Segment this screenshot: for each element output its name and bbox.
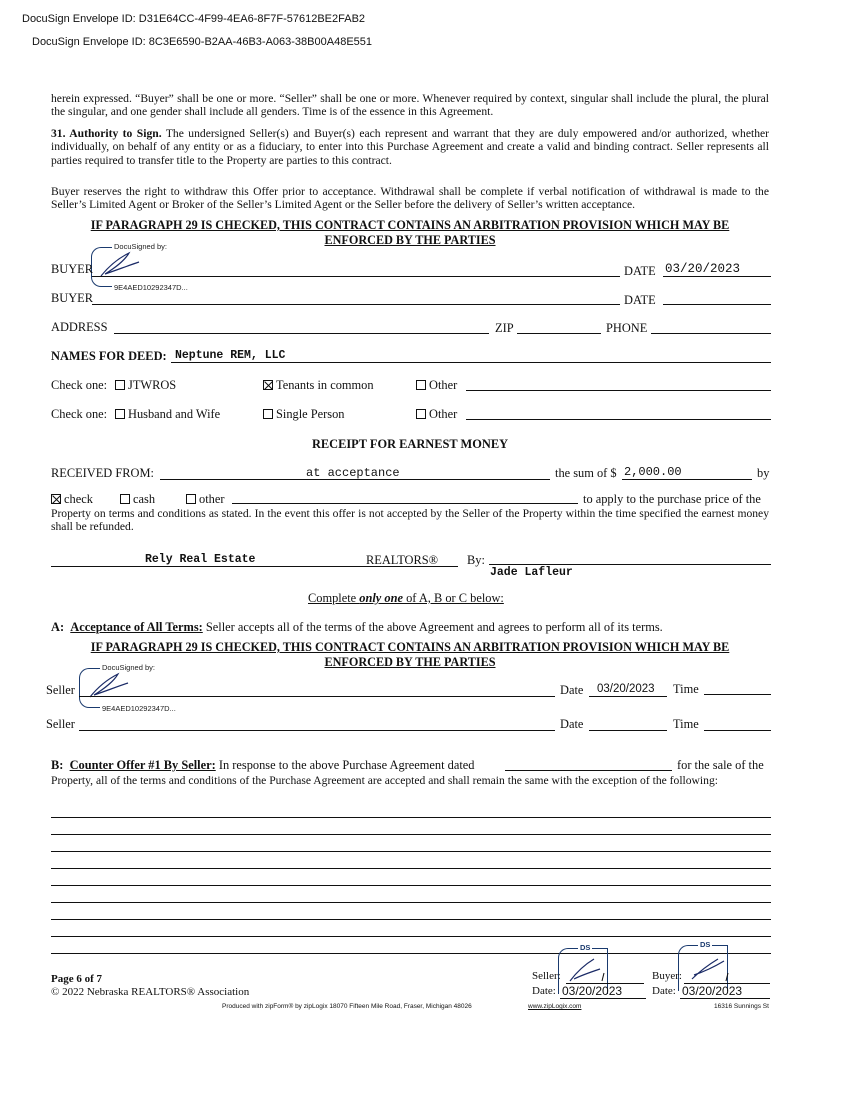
option-jtwros[interactable]: JTWROS (115, 378, 176, 393)
deed-label: NAMES FOR DEED: (51, 349, 167, 363)
refund-paragraph: Property on terms and conditions as stated. In the event this offer is not accepted by the Seller of the Property within the time specified the earnest money shall be refunded. (51, 507, 769, 534)
form-reference: 16316 Sunnings St (714, 1003, 769, 1010)
docusign-signed-by-seller: DocuSigned by: (102, 663, 155, 672)
seller-2-signature-line[interactable] (79, 730, 555, 731)
address-label: ADDRESS (51, 320, 108, 334)
phone-label: PHONE (606, 321, 648, 335)
seller-2-time-line[interactable] (704, 730, 771, 731)
seller-2-date-line[interactable] (589, 730, 667, 731)
option-b-text-b: for the sale of the (677, 758, 764, 772)
ds-label-buyer: DS (700, 940, 711, 949)
counter-offer-line-4[interactable] (51, 868, 771, 869)
seller-1-time-label: Time (673, 682, 699, 696)
footer-seller-date: 03/20/2023 (562, 984, 623, 998)
footer-seller-initials (566, 955, 606, 985)
buyer-2-signature-line[interactable] (92, 304, 620, 305)
counter-offer-line-7[interactable] (51, 919, 771, 920)
check-one-1-label: Check one: (51, 378, 108, 392)
section-31-text: The undersigned Seller(s) and Buyer(s) each represent and warrant that they are duly empowered and/or authorized, whether individually, on behalf of any entity or as a fiduciary, to enter into this Purchase Agreement and create a valid and binding contract. Seller represents all parties required to transfer title to the Property are parties to this contract. (51, 127, 770, 167)
ziplogix-link[interactable]: www.zipLogix.com (528, 1003, 582, 1010)
zip-label: ZIP (495, 321, 514, 335)
agent-name: Jade Lafleur (490, 566, 573, 579)
option-single-person[interactable]: Single Person (263, 407, 345, 422)
produced-with: Produced with zipForm® by zipLogix 18070 Fifteen Mile Road, Fraser, Michigan 48026 (222, 1003, 472, 1010)
option-a: A: Acceptance of All Terms: Seller accepts all of the terms of the above Agreement and agrees to perform all of its terms. (51, 620, 663, 634)
checkbox-other-1[interactable] (416, 380, 426, 390)
footer-seller-date-line (560, 998, 646, 999)
zip-line[interactable] (517, 333, 601, 334)
option-a-heading: Acceptance of All Terms: (70, 620, 203, 634)
option-b-heading: Counter Offer #1 By Seller: (69, 758, 216, 772)
checkbox-cash[interactable] (120, 494, 130, 504)
checkbox-jtwros[interactable] (115, 380, 125, 390)
arbitration-notice-line1: IF PARAGRAPH 29 IS CHECKED, THIS CONTRACT CONTAINS AN ARBITRATION PROVISION WHICH MAY BE (90, 218, 730, 232)
checkbox-payment-other[interactable] (186, 494, 196, 504)
buyer-1-label: BUYER (51, 262, 93, 276)
counter-offer-line-2[interactable] (51, 834, 771, 835)
receipt-title: RECEIPT FOR EARNEST MONEY (311, 437, 509, 451)
counter-offer-line-3[interactable] (51, 851, 771, 852)
buyer-1-date-label: DATE (624, 264, 656, 278)
footer-seller-label: Seller: (532, 970, 561, 982)
counter-offer-line-1[interactable] (51, 817, 771, 818)
checkbox-tenants-in-common[interactable] (263, 380, 273, 390)
received-from-label: RECEIVED FROM: (51, 466, 154, 480)
option-b: B: Counter Offer #1 By Seller: In response to the above Purchase Agreement dated (51, 758, 475, 772)
footer-buyer-date: 03/20/2023 (682, 984, 743, 998)
seller-1-date-value: 03/20/2023 (597, 683, 655, 695)
counter-offer-line-9[interactable] (51, 953, 771, 954)
seller-1-date-line (589, 696, 667, 697)
buyer-1-signature-line[interactable] (92, 276, 620, 277)
buyer-1-date-line (663, 276, 771, 277)
option-a-text: Seller accepts all of the terms of the above Agreement and agrees to perform all of its terms. (202, 620, 663, 634)
payment-check[interactable]: check (51, 492, 93, 507)
phone-line[interactable] (651, 333, 771, 334)
footer-buyer-label: Buyer: (652, 970, 682, 982)
seller-1-label: Seller (46, 683, 75, 697)
arbitration-notice-line2: ENFORCED BY THE PARTIES (324, 233, 496, 247)
intro-paragraph: herein expressed. “Buyer” shall be one or more. “Seller” shall be one or more. Whenever required by context, singular shall include the plural, the plural the singular, and one gender shall include all genders. Time is of the essence in this Agreement. (51, 92, 769, 119)
page-number: Page 6 of 7 (51, 973, 103, 985)
by-sign-label: By: (467, 553, 485, 567)
buyer-2-label: BUYER (51, 291, 93, 305)
deed-line[interactable] (171, 362, 771, 363)
realtors-label: REALTORS® (366, 553, 439, 567)
sum-label: the sum of $ (555, 466, 617, 480)
checkbox-check[interactable] (51, 494, 61, 504)
other-2-line[interactable] (466, 419, 771, 420)
envelope-id-1: DocuSign Envelope ID: D31E64CC-4F99-4EA6-8F7F-57612BE2FAB2 (22, 13, 366, 25)
footer-buyer-initials (688, 953, 732, 983)
docusign-id-buyer: 9E4AED10292347D... (114, 283, 188, 292)
seller-2-time-label: Time (673, 717, 699, 731)
footer-buyer-date-line (680, 998, 770, 999)
docusign-signed-by-buyer: DocuSigned by: (114, 242, 167, 251)
option-other-1[interactable]: Other (416, 378, 457, 393)
arbitration-notice-2-line1: IF PARAGRAPH 29 IS CHECKED, THIS CONTRACT CONTAINS AN ARBITRATION PROVISION WHICH MAY BE (90, 640, 730, 654)
withdraw-paragraph: Buyer reserves the right to withdraw this Offer prior to acceptance. Withdrawal shall be complete if verbal notification of withdrawal is made to the Seller’s Limited Agent or Broker of the Seller’s Limited Agent or the Seller before the delivery of Seller’s written acceptance. (51, 185, 769, 212)
seller-1-date-label: Date (560, 683, 584, 697)
option-b-text-a: In response to the above Purchase Agreement dated (215, 758, 475, 772)
counter-offer-line-5[interactable] (51, 885, 771, 886)
section-31-heading: 31. Authority to Sign. (51, 127, 162, 140)
footer-seller-date-label: Date: (532, 985, 556, 997)
seller-2-date-label: Date (560, 717, 584, 731)
seller-2-label: Seller (46, 717, 75, 731)
buyer-1-date-value: 03/20/2023 (665, 262, 741, 276)
option-husband-and-wife[interactable]: Husband and Wife (115, 407, 220, 422)
brokerage-name: Rely Real Estate (145, 553, 256, 566)
payment-other-line[interactable] (232, 503, 578, 504)
agent-signature-line[interactable] (489, 564, 771, 565)
checkbox-other-2[interactable] (416, 409, 426, 419)
envelope-id-2: DocuSign Envelope ID: 8C3E6590-B2AA-46B3-A063-38B00A48E551 (32, 36, 373, 48)
received-from-value: at acceptance (306, 466, 400, 480)
copyright: © 2022 Nebraska REALTORS® Association (51, 986, 250, 998)
arbitration-notice-2-line2: ENFORCED BY THE PARTIES (324, 655, 496, 669)
address-line[interactable] (114, 333, 489, 334)
payment-cash[interactable]: cash (120, 492, 155, 507)
deed-value: Neptune REM, LLC (175, 349, 286, 362)
sum-line[interactable] (622, 479, 752, 480)
footer-buyer-date-label: Date: (652, 985, 676, 997)
payment-other[interactable]: other (186, 492, 224, 507)
counter-offer-line-6[interactable] (51, 902, 771, 903)
option-other-2[interactable]: Other (416, 407, 457, 422)
seller-1-signature-line[interactable] (79, 696, 555, 697)
docusign-id-seller: 9E4AED10292347D... (102, 704, 176, 713)
section-31-paragraph (51, 127, 769, 167)
check-one-2-label: Check one: (51, 407, 108, 421)
counter-offer-line-8[interactable] (51, 936, 771, 937)
apply-text: to apply to the purchase price of the (583, 492, 761, 506)
buyer-2-date-label: DATE (624, 293, 656, 307)
by-label: by (757, 466, 770, 480)
counter-offer-date-line[interactable] (505, 770, 672, 771)
checkbox-husband-and-wife[interactable] (115, 409, 125, 419)
complete-one-of: Complete only one of A, B or C below: (308, 591, 504, 605)
option-b-text-c: Property, all of the terms and conditions of the Purchase Agreement are accepted and shall remain the same with the exception of the following: (51, 774, 718, 787)
seller-1-time-line[interactable] (704, 694, 771, 695)
checkbox-single-person[interactable] (263, 409, 273, 419)
option-tenants-in-common[interactable]: Tenants in common (263, 378, 374, 393)
other-1-line[interactable] (466, 390, 771, 391)
sum-value: 2,000.00 (624, 465, 682, 479)
buyer-2-date-line[interactable] (663, 304, 771, 305)
ds-label-seller: DS (580, 943, 591, 952)
